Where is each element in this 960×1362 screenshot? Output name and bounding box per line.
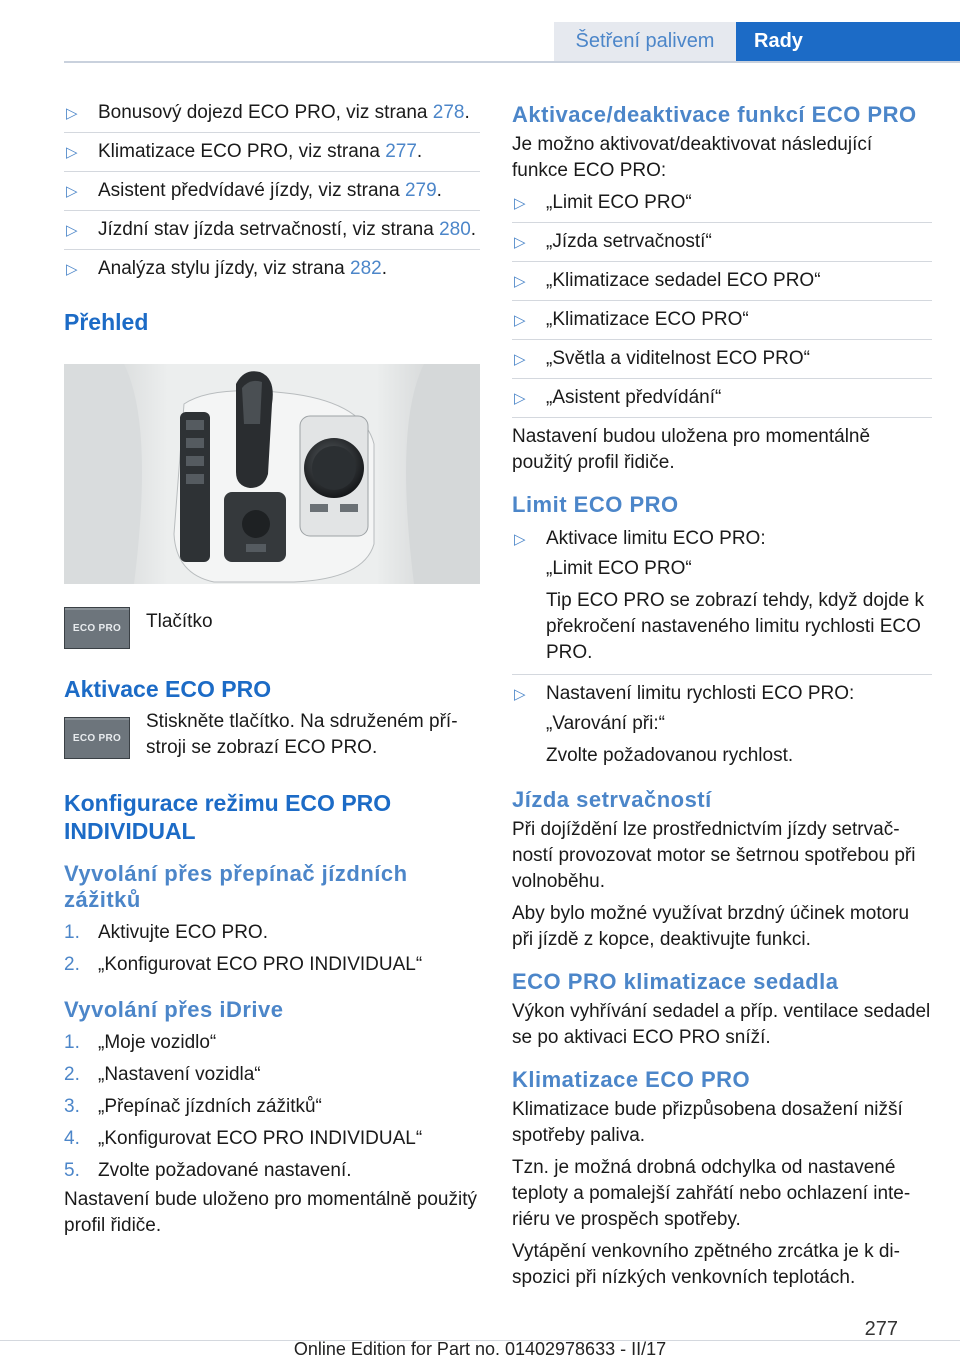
chapter-tab[interactable]: Rady xyxy=(736,22,960,61)
list-item: ▷ „Klimatizace ECO PRO“ xyxy=(512,307,932,340)
triangle-bullet-icon: ▷ xyxy=(66,261,78,278)
coast-text: Aby bylo možné využívat brzdný účinek motoru při jízdě z kopce, deaktivujte funkci. xyxy=(512,903,910,950)
triangle-bullet-icon: ▷ xyxy=(66,183,78,200)
list-item: ▷ Bonusový dojezd ECO PRO, viz strana 278. xyxy=(64,100,480,133)
header-tabs xyxy=(554,22,960,61)
button-label: Tlačítko xyxy=(146,611,213,632)
center-console-photo xyxy=(64,364,480,584)
triangle-bullet-icon: ▷ xyxy=(514,686,526,703)
saved-note: Nastavení bude uloženo pro momentálně použitý profil řidiče. xyxy=(64,1189,477,1236)
limit-sub: Zvolte požadovanou rychlost. xyxy=(546,745,794,766)
triangle-bullet-icon: ▷ xyxy=(66,105,78,122)
page-link[interactable]: 280 xyxy=(439,219,471,240)
eco-pro-button-icon: ECO PRO xyxy=(64,607,130,649)
list-item: ▷ „Klimatizace sedadel ECO PRO“ xyxy=(512,268,932,301)
seat-heading: ECO PRO klimatizace sedadla xyxy=(512,969,839,994)
list-item: 4. „Konfigurovat ECO PRO INDIVIDUAL“ xyxy=(64,1128,423,1149)
list-item: 2. „Konfigurovat ECO PRO INDIVIDUAL“ xyxy=(64,954,423,975)
header-divider xyxy=(64,61,960,63)
triangle-bullet-icon: ▷ xyxy=(514,312,526,329)
coast-heading: Jízda setrvačností xyxy=(512,787,712,812)
list-item: ▷ „Asistent předvídání“ xyxy=(512,385,932,418)
limit-sub: „Varování při:“ xyxy=(546,713,665,734)
list-item: ▷ „Jízda setrvačností“ xyxy=(512,229,932,262)
triangle-bullet-icon: ▷ xyxy=(514,234,526,251)
list-item: 1. Aktivujte ECO PRO. xyxy=(64,922,268,943)
triangle-bullet-icon: ▷ xyxy=(514,351,526,368)
list-item: ▷ Klimatizace ECO PRO, viz strana 277. xyxy=(64,139,480,172)
clim-text: Klimatizace bude přizpůsobena dosažení nižší spotřeby paliva. xyxy=(512,1099,903,1146)
activate-text: Stiskněte tlačítko. Na sdruženém přístroji se zobrazí ECO PRO. xyxy=(146,711,458,758)
page-link[interactable]: 279 xyxy=(404,180,437,201)
triangle-bullet-icon: ▷ xyxy=(514,195,526,212)
eco-pro-button-icon: ECO PRO xyxy=(64,717,130,759)
list-item: ▷ „Limit ECO PRO“ xyxy=(512,190,932,223)
left-column xyxy=(64,100,480,1245)
triangle-bullet-icon: ▷ xyxy=(66,144,78,161)
activate-row xyxy=(64,709,480,761)
triangle-bullet-icon: ▷ xyxy=(66,222,78,239)
list-item: 5. Zvolte požadované nastavení. xyxy=(64,1160,352,1181)
limit-sub: „Limit ECO PRO“ xyxy=(546,558,692,579)
seat-text: Výkon vyhřívání sedadel a příp. ventilace sedadel se po aktivaci ECO PRO sníží. xyxy=(512,1001,931,1048)
triangle-bullet-icon: ▷ xyxy=(514,390,526,407)
page-link[interactable]: 277 xyxy=(385,141,417,162)
limit-sub: Tip ECO PRO se zobrazí tehdy, když dojde k překročení nastaveného limitu rychlosti ECO PRO. xyxy=(512,588,932,675)
list-item: 2. „Nastavení vozidla“ xyxy=(64,1064,261,1085)
coast-text: Při dojíždění lze prostřednictvím jízdy setrvačností provozovat motor se šetrnou spotřebou při volnoběhu. xyxy=(512,819,916,892)
toggle-heading: Aktivace/deaktivace funkcí ECO PRO xyxy=(512,102,917,127)
triangle-bullet-icon: ▷ xyxy=(514,531,526,548)
clim-heading: Klimatizace ECO PRO xyxy=(512,1067,751,1092)
toggle-intro: Je možno aktivovat/deaktivovat následující funkce ECO PRO: xyxy=(512,134,873,181)
limit-heading: Limit ECO PRO xyxy=(512,492,679,517)
section-tab[interactable]: Šetření palivem xyxy=(554,22,736,61)
list-item: 3. „Přepínač jízdních zážitků“ xyxy=(64,1096,322,1117)
list-item: 1. „Moje vozidlo“ xyxy=(64,1032,217,1053)
clim-text: Tzn. je možná drobná odchylka od nastavené teploty a pomalejší zahřátí nebo ochlazení interiéru ve prospěch spotřeby. xyxy=(512,1157,911,1230)
page-number: 277 xyxy=(864,1318,898,1340)
list-item: ▷ Nastavení limitu rychlosti ECO PRO: xyxy=(512,681,932,707)
right-column xyxy=(512,100,932,1297)
overview-heading: Přehled xyxy=(64,309,149,335)
idrive-heading: Vyvolání přes iDrive xyxy=(64,997,284,1022)
activate-heading: Aktivace ECO PRO xyxy=(64,676,272,702)
edition-text: Online Edition for Part no. 01402978633 - II/17 xyxy=(293,1339,667,1359)
list-item: ▷ Asistent předvídavé jízdy, viz strana 279. xyxy=(64,178,480,211)
page-link[interactable]: 278 xyxy=(432,102,465,123)
config-heading: Konfigurace režimu ECO PRO INDIVIDUAL xyxy=(64,790,392,844)
list-item: ▷ Jízdní stav jízda setrvačností, viz strana 280. xyxy=(64,217,480,250)
switch-heading: Vyvolání přes přepínač jízdních zážitků xyxy=(64,861,408,912)
toggle-saved: Nastavení budou uložena pro momentálně použitý profil řidiče. xyxy=(512,426,871,473)
page-link[interactable]: 282 xyxy=(350,258,382,279)
clim-text: Vytápění venkovního zpětného zrcátka je k dispozici při nízkých venkovních teplotách. xyxy=(512,1241,900,1288)
list-item: ▷ Aktivace limitu ECO PRO: xyxy=(512,526,932,552)
button-legend xyxy=(64,607,480,649)
triangle-bullet-icon: ▷ xyxy=(514,273,526,290)
list-item: ▷ „Světla a viditelnost ECO PRO“ xyxy=(512,346,932,379)
list-item: ▷ Analýza stylu jízdy, viz strana 282. xyxy=(64,256,480,282)
